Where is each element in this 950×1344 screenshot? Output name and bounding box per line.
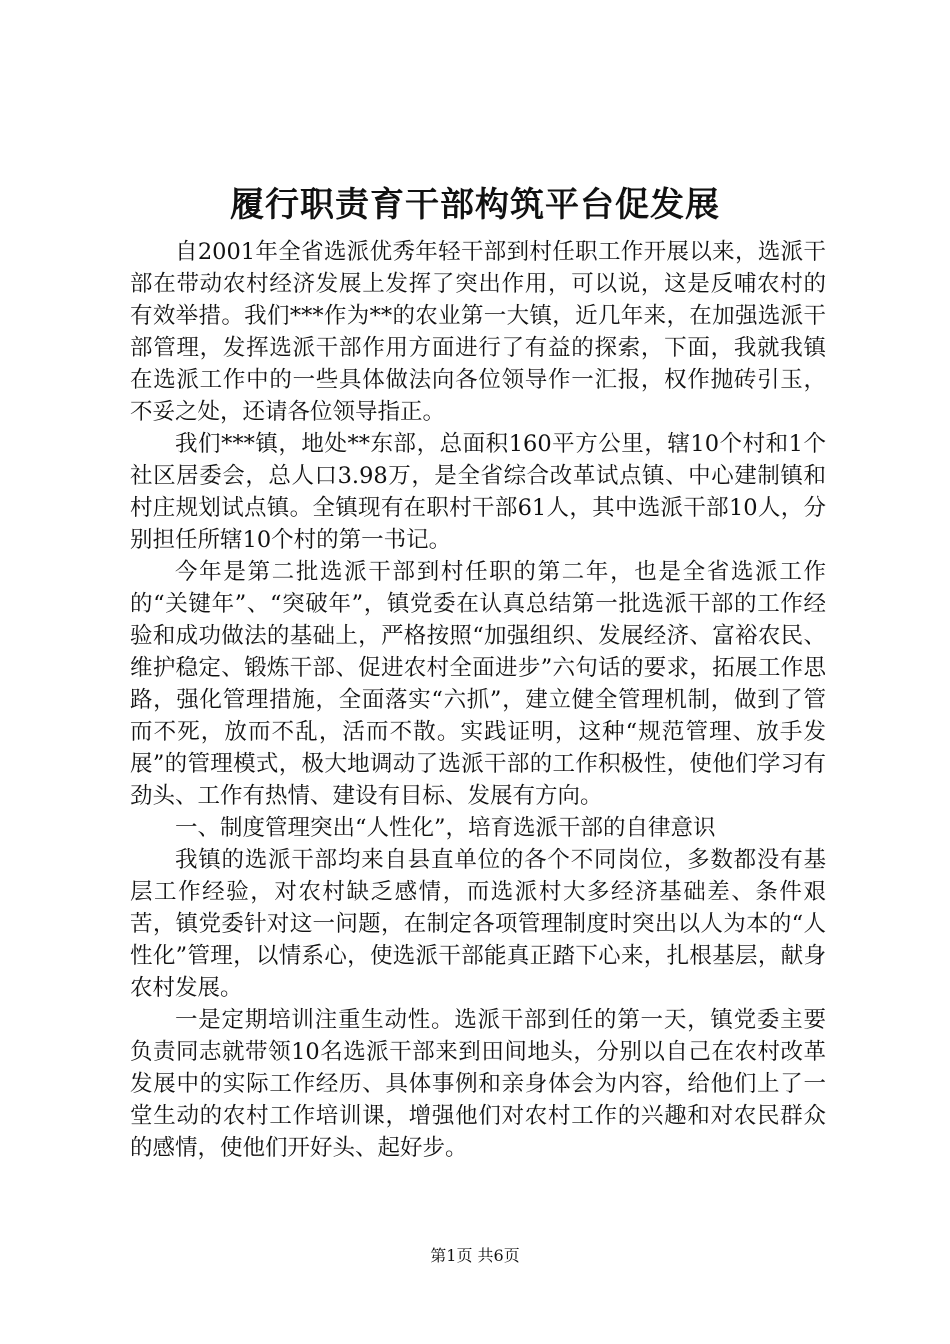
- paragraph-intro: 自2001年全省选派优秀年轻干部到村任职工作开展以来，选派干部在带动农村经济发展上发挥了突出作用，可以说，这是反哺农村的有效举措。我们***作为**的农业第一大镇，近几年来，在加强选派干部管理，发挥选派干部作用方面进行了有益的探索，下面，我就我镇在选派工作中的一些具体做法向各位领导作一汇报，权作抛砖引玉，不妥之处，还请各位领导指正。: [130, 239, 826, 425]
- paragraph-work-summary: 今年是第二批选派干部到村任职的第二年，也是全省选派工作的“关键年”、“突破年”，镇党委在认真总结第一批选派干部的工作经验和成功做法的基础上，严格按照“加强组织、发展经济、富裕农民、维护稳定、锻炼干部、促进农村全面进步”六句话的要求，拓展工作思路，强化管理措施，全面落实“六抓”，建立健全管理机制，做到了管而不死，放而不乱，活而不散。实践证明，这种“规范管理、放手发展”的管理模式，极大地调动了选派干部的工作积极性，使他们学习有劲头、工作有热情、建设有目标、发展有方向。: [130, 559, 826, 809]
- document-body: [130, 236, 826, 1164]
- document-title: 履行职责育干部构筑平台促发展: [230, 185, 720, 225]
- section-heading: 一、制度管理突出“人性化”，培育选派干部的自律意识: [175, 815, 716, 841]
- paragraph-section-intro: 我镇的选派干部均来自县直单位的各个不同岗位，多数都没有基层工作经验，对农村缺乏感情，而选派村大多经济基础差、条件艰苦，镇党委针对这一问题，在制定各项管理制度时突出以人为本的“人性化”管理，以情系心，使选派干部能真正踏下心来，扎根基层，献身农村发展。: [130, 847, 826, 1001]
- paragraph-training: 一是定期培训注重生动性。选派干部到任的第一天，镇党委主要负责同志就带领10名选派干部来到田间地头，分别以自己在农村改革发展中的实际工作经历、具体事例和亲身体会为内容，给他们上了一堂生动的农村工作培训课，增强他们对农村工作的兴趣和对农民群众的感情，使他们开好头、起好步。: [130, 1007, 826, 1161]
- page-number-footer: 第1页 共6页: [430, 1246, 520, 1265]
- paragraph-town-overview: 我们***镇，地处**东部，总面积160平方公里，辖10个村和1个社区居委会，总人口3.98万，是全省综合改革试点镇、中心建制镇和村庄规划试点镇。全镇现有在职村干部61人，其中选派干部10人，分别担任所辖10个村的第一书记。: [130, 431, 826, 553]
